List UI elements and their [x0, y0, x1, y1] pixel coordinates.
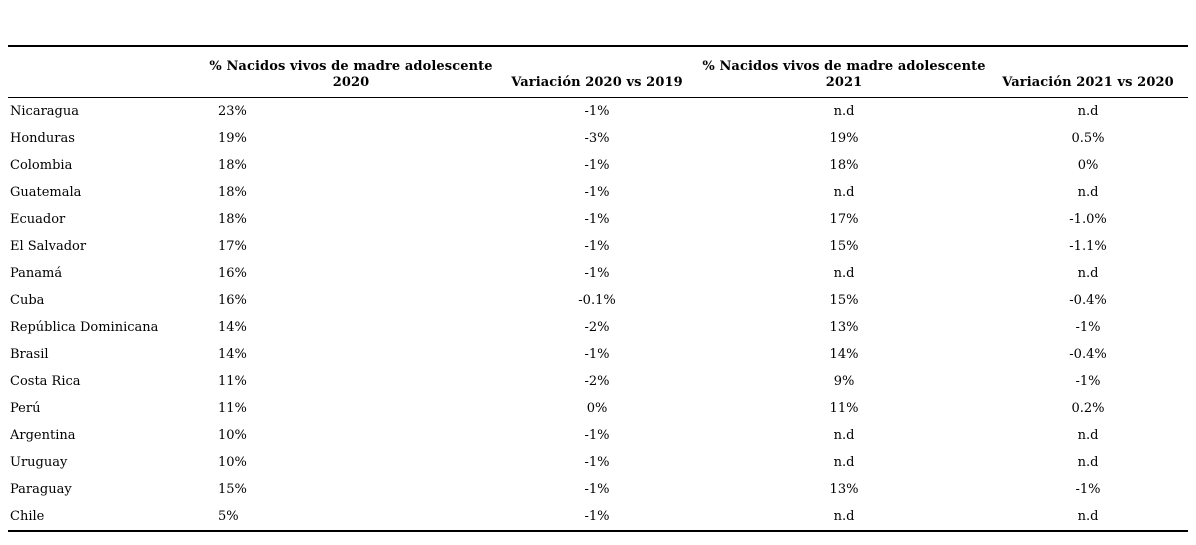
value-cell: n.d [1077, 266, 1099, 281]
value-cell: n.d [1077, 104, 1099, 119]
value-cell: -2% [584, 320, 610, 335]
value-cell: 13% [829, 320, 859, 335]
value-cell: 19% [218, 131, 247, 146]
header-pct-2021-line2: 2021 [825, 75, 863, 90]
header-var-2020-2019 [494, 46, 700, 98]
header-pct-2020-line2: 2020 [332, 75, 370, 90]
value-cell: -2% [584, 374, 610, 389]
value-cell: n.d [1077, 428, 1099, 443]
country-cell: Brasil [10, 347, 49, 362]
value-cell: -1% [1075, 320, 1101, 335]
table-row [8, 476, 1188, 503]
value-cell: 9% [833, 374, 855, 389]
value-cell: 11% [829, 401, 859, 416]
table-row [8, 503, 1188, 531]
value-cell: 17% [829, 212, 859, 227]
country-cell: Ecuador [10, 212, 66, 227]
adolescent-births-table [8, 45, 1188, 532]
header-pct-2020 [208, 46, 494, 98]
header-var-2020-2019-label: Variación 2020 vs 2019 [511, 75, 683, 90]
value-cell: 0.2% [1071, 401, 1105, 416]
value-cell: 15% [829, 293, 859, 308]
value-cell: -0.4% [1069, 347, 1107, 362]
table-row [8, 233, 1188, 260]
value-cell: -1.1% [1069, 239, 1107, 254]
value-cell: -1% [584, 185, 610, 200]
value-cell: 15% [218, 482, 247, 497]
value-cell: 5% [218, 509, 239, 524]
country-cell: Panamá [10, 266, 63, 281]
country-cell: Honduras [10, 131, 75, 146]
value-cell: 11% [218, 374, 247, 389]
value-cell: n.d [833, 509, 855, 524]
value-cell: -1% [584, 428, 610, 443]
table-row [8, 179, 1188, 206]
value-cell: -1% [1075, 482, 1101, 497]
value-cell: n.d [1077, 509, 1099, 524]
value-cell: -1% [584, 482, 610, 497]
table-row [8, 314, 1188, 341]
value-cell: -1% [584, 266, 610, 281]
value-cell: 16% [218, 293, 247, 308]
value-cell: 15% [829, 239, 859, 254]
header-country [8, 46, 208, 98]
country-cell: Uruguay [10, 455, 68, 470]
table-row [8, 260, 1188, 287]
value-cell: 23% [218, 104, 247, 119]
value-cell: 0% [586, 401, 608, 416]
country-cell: Costa Rica [10, 374, 81, 389]
value-cell: n.d [833, 185, 855, 200]
header-pct-2021-line1: % Nacidos vivos de madre adolescente [702, 59, 986, 74]
table-row [8, 152, 1188, 179]
value-cell: n.d [833, 104, 855, 119]
table-body [8, 98, 1188, 532]
value-cell: 14% [829, 347, 859, 362]
value-cell: -1.0% [1069, 212, 1107, 227]
value-cell: n.d [1077, 185, 1099, 200]
country-cell: Argentina [10, 428, 76, 443]
value-cell: 18% [218, 158, 247, 173]
value-cell: -0.4% [1069, 293, 1107, 308]
table-row [8, 422, 1188, 449]
value-cell: -1% [584, 104, 610, 119]
value-cell: n.d [1077, 455, 1099, 470]
value-cell: 16% [218, 266, 247, 281]
table-row [8, 287, 1188, 314]
value-cell: 10% [218, 455, 247, 470]
value-cell: 18% [829, 158, 859, 173]
value-cell: 19% [829, 131, 859, 146]
country-cell: Cuba [10, 293, 45, 308]
country-cell: Chile [10, 509, 45, 524]
value-cell: 0.5% [1071, 131, 1105, 146]
value-cell: 11% [218, 401, 247, 416]
value-cell: 0% [1077, 158, 1099, 173]
table-row [8, 395, 1188, 422]
header-var-2021-2020-label: Variación 2021 vs 2020 [1002, 75, 1174, 90]
header-row [8, 46, 1188, 98]
table-row [8, 125, 1188, 152]
value-cell: 14% [218, 347, 247, 362]
table-row [8, 341, 1188, 368]
table-row [8, 368, 1188, 395]
value-cell: 17% [218, 239, 247, 254]
country-cell: Paraguay [10, 482, 72, 497]
value-cell: -1% [584, 239, 610, 254]
value-cell: 14% [218, 320, 247, 335]
country-cell: El Salvador [10, 239, 87, 254]
value-cell: -1% [584, 455, 610, 470]
header-pct-2020-line1: % Nacidos vivos de madre adolescente [209, 59, 493, 74]
value-cell: -1% [584, 158, 610, 173]
country-cell: República Dominicana [10, 320, 159, 335]
value-cell: 10% [218, 428, 247, 443]
value-cell: n.d [833, 266, 855, 281]
value-cell: -1% [584, 347, 610, 362]
table-header [8, 46, 1188, 98]
table-row [8, 206, 1188, 233]
table-row [8, 98, 1188, 126]
value-cell: 18% [218, 212, 247, 227]
value-cell: -3% [584, 131, 610, 146]
country-cell: Colombia [10, 158, 73, 173]
value-cell: 13% [829, 482, 859, 497]
value-cell: 18% [218, 185, 247, 200]
country-cell: Guatemala [10, 185, 82, 200]
country-cell: Perú [10, 401, 41, 416]
table-row [8, 449, 1188, 476]
country-cell: Nicaragua [10, 104, 79, 119]
value-cell: -1% [584, 509, 610, 524]
value-cell: n.d [833, 428, 855, 443]
header-var-2021-2020 [988, 46, 1188, 98]
header-pct-2021 [700, 46, 988, 98]
value-cell: -0.1% [578, 293, 616, 308]
value-cell: -1% [1075, 374, 1101, 389]
value-cell: -1% [584, 212, 610, 227]
value-cell: n.d [833, 455, 855, 470]
